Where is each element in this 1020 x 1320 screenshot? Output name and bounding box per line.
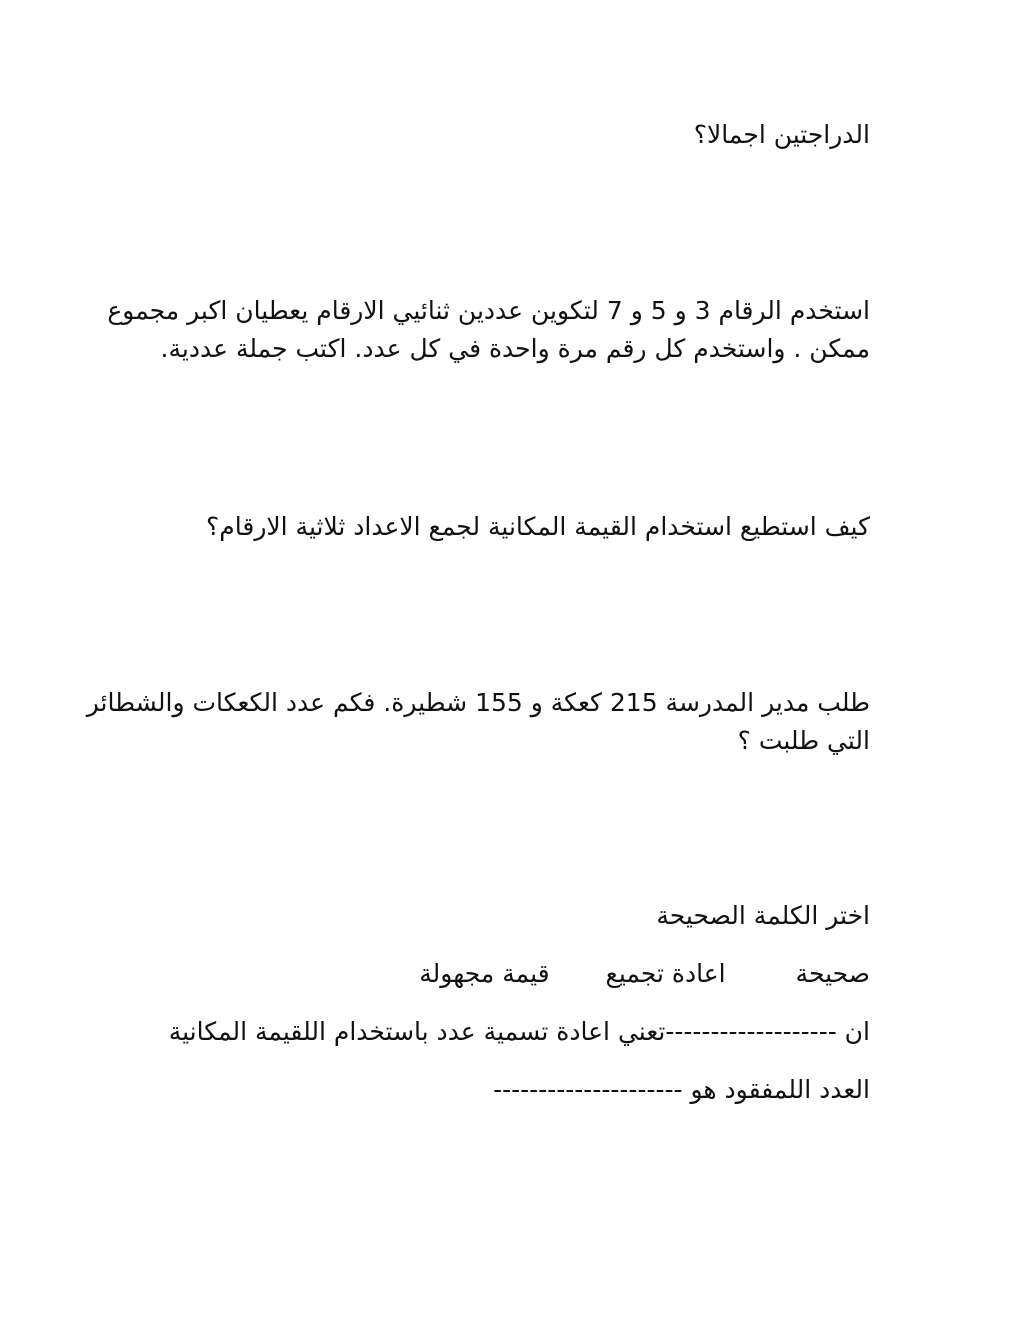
option-unknown-value: قيمة مجهولة — [419, 959, 550, 988]
question-4 — [86, 684, 870, 760]
option-correct: صحيحة — [795, 959, 870, 988]
choose-word-heading: اختر الكلمة الصحيحة — [656, 901, 870, 930]
question-2-line-1: استخدم الرقام 3 و 5 و 7 لتكوين عددين ثنائيي الارقام يعطيان اكبر مجموع — [107, 296, 870, 325]
fill-blank-1: ان -------------------تعني اعادة تسمية عدد باستخدام اللقيمة المكانية — [168, 1017, 870, 1046]
question-4-line-2: التي طلبت ؟ — [737, 726, 870, 755]
option-regroup: اعادة تجميع — [605, 959, 726, 988]
question-3: كيف استطيع استخدام القيمة المكانية لجمع الاعداد ثلاثية الارقام؟ — [206, 512, 870, 541]
question-4-line-1: طلب مدير المدرسة 215 كعكة و 155 شطيرة. فكم عدد الكعكات والشطائر — [86, 688, 870, 717]
fill-blank-2: العدد اللمفقود هو --------------------- — [493, 1075, 870, 1104]
question-2-line-2: ممكن . واستخدم كل رقم مرة واحدة في كل عدد. اكتب جملة عددية. — [160, 334, 870, 363]
question-1-tail: الدراجتين اجمالا؟ — [693, 120, 870, 149]
word-options — [145, 955, 870, 993]
question-2 — [107, 292, 870, 368]
